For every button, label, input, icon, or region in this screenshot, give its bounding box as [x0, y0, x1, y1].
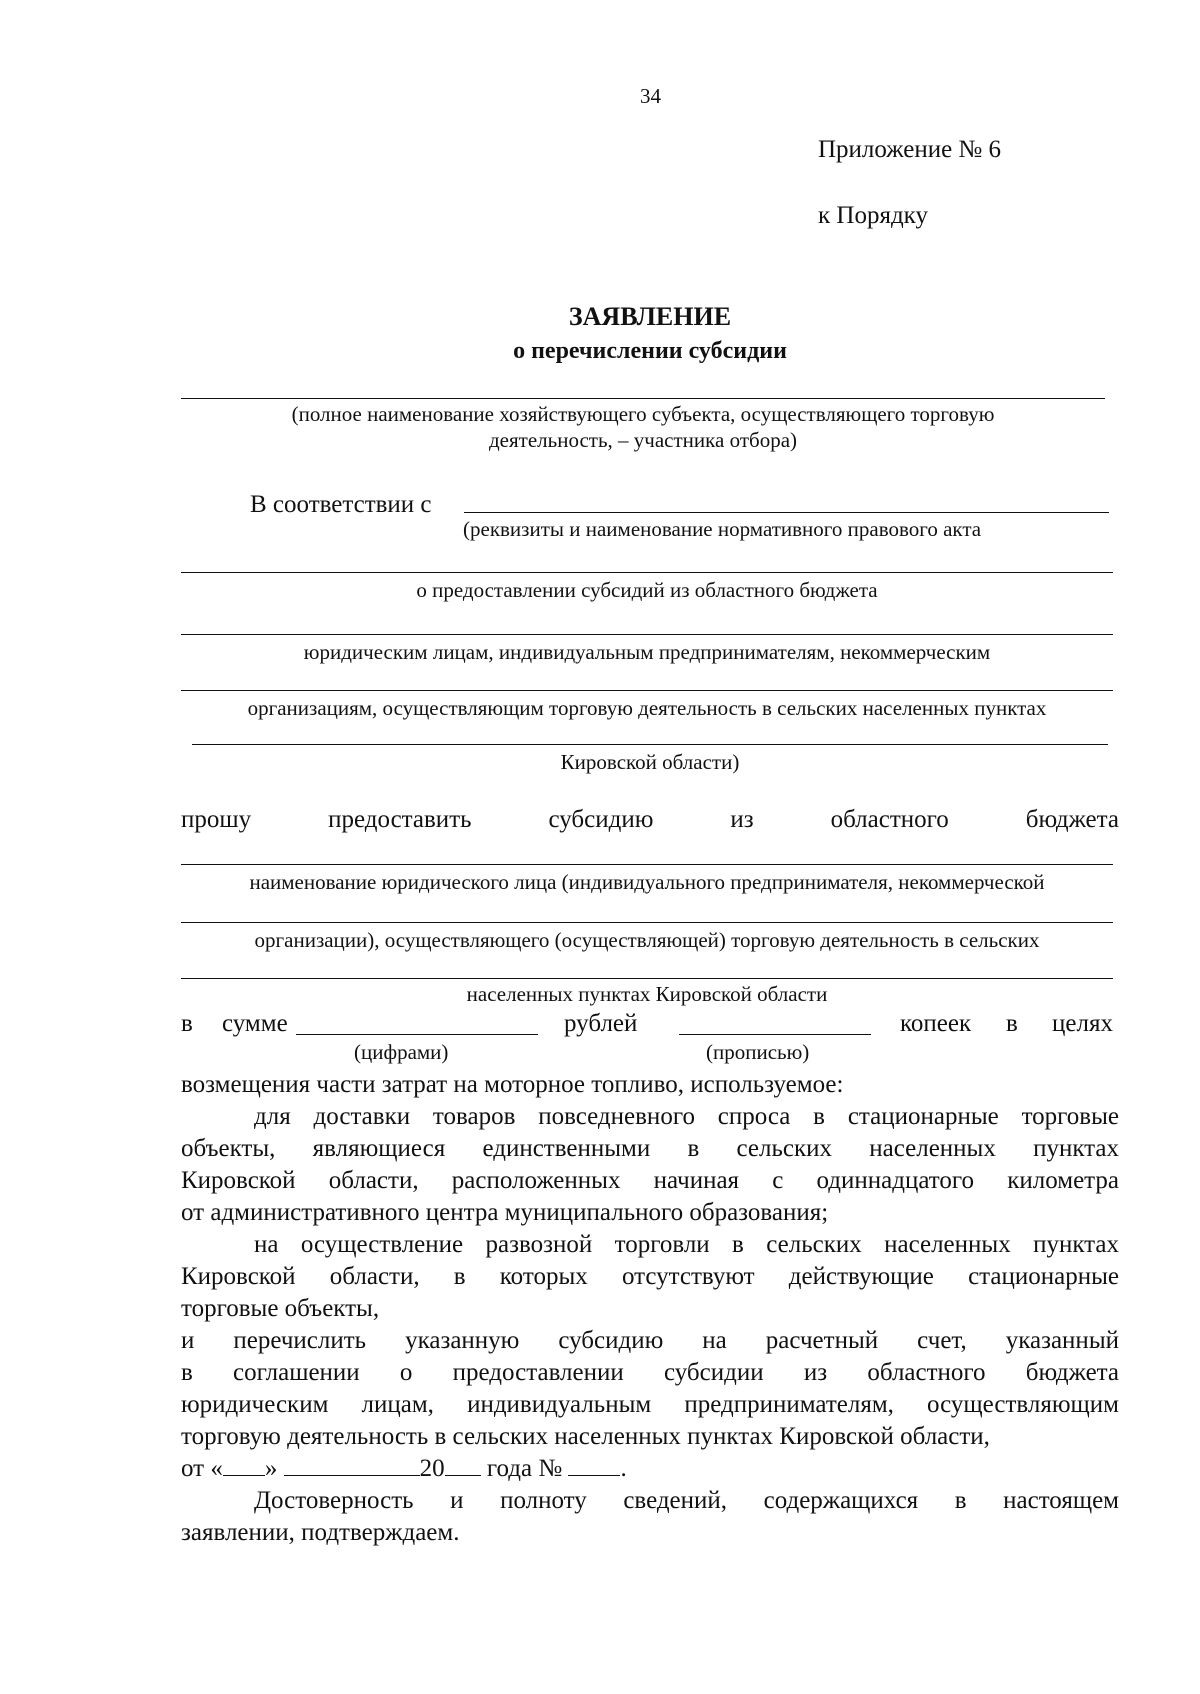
- legal-act-line-4: [181, 690, 1113, 691]
- request-line: [181, 804, 1119, 835]
- legal-act-caption-4: организациям, осуществляющим торговую деятельность в сельских населенных пунктах: [247, 696, 1047, 720]
- para2-line1: на осуществление развозной торговли в сельских населенных пунктах: [254, 1231, 1119, 1258]
- agreement-number-blank: [568, 1455, 620, 1476]
- request-word-5: областного: [830, 806, 949, 833]
- recipient-caption-3: населенных пунктах Кировской области: [466, 982, 828, 1006]
- legal-act-line: [464, 512, 1109, 513]
- legal-act-caption-3: юридическим лицам, индивидуальным предпринимателям, некоммерческим: [303, 640, 991, 664]
- request-word-3: субсидию: [548, 806, 654, 833]
- date-close-quote: »: [264, 1455, 278, 1482]
- legal-act-caption-2: о предоставлении субсидий из областного бюджета: [416, 578, 878, 602]
- para3-line2: в соглашении о предоставлении субсидии из областного бюджета: [181, 1359, 1119, 1386]
- words-caption: (прописью): [706, 1040, 810, 1064]
- legal-act-caption-5: Кировской области): [560, 750, 740, 774]
- appendix-number: Приложение № 6: [818, 136, 1002, 163]
- purpose-label: целях: [1052, 1010, 1113, 1037]
- legal-act-line-2: [181, 572, 1113, 573]
- agreement-date-line: [181, 1453, 627, 1484]
- legal-act-line-3: [181, 634, 1113, 635]
- para3-line3: юридическим лицам, индивидуальным предпринимателям, осуществляющим: [181, 1391, 1119, 1418]
- kopecks-label: копеек: [900, 1010, 972, 1037]
- para3-line4: торговую деятельность в сельских населенных пунктах Кировской области,: [181, 1423, 990, 1450]
- page-number: 34: [640, 84, 661, 108]
- legal-act-line-5: [192, 744, 1108, 745]
- date-line-end: .: [620, 1455, 627, 1482]
- purpose-in-label: в: [1006, 1010, 1018, 1037]
- date-year-prefix: 20: [419, 1455, 445, 1482]
- para1-line4: от административного центра муниципального образования;: [181, 1199, 829, 1226]
- para4-line2: заявлении, подтверждаем.: [181, 1519, 460, 1546]
- date-year-blank: [445, 1455, 481, 1476]
- digits-caption: (цифрами): [354, 1040, 449, 1064]
- document-subtitle: о перечислении субсидии: [513, 338, 787, 364]
- para4-line1: Достоверность и полноту сведений, содержащихся в настоящем: [254, 1487, 1119, 1514]
- year-number-label: года №: [486, 1455, 563, 1482]
- applicant-caption-2: деятельность, – участника отбора): [488, 428, 798, 452]
- request-word-4: из: [730, 806, 754, 833]
- sum-label: сумме: [222, 1010, 288, 1037]
- sum-digits-line: [296, 1034, 538, 1035]
- para2-line2: Кировской области, в которых отсутствуют действующие стационарные: [181, 1263, 1119, 1290]
- request-word-2: предоставить: [328, 806, 472, 833]
- recipient-line-3: [181, 978, 1113, 979]
- legal-act-caption-1: (реквизиты и наименование нормативного правового акта: [463, 517, 982, 541]
- compensation-text: возмещения части затрат на моторное топливо, используемое:: [181, 1071, 844, 1098]
- request-word-1: прошу: [181, 806, 252, 833]
- rubles-label: рублей: [564, 1010, 638, 1037]
- date-from-label: от «: [181, 1455, 223, 1482]
- applicant-caption-1: (полное наименование хозяйствующего субъекта, осуществляющего торговую: [291, 402, 995, 426]
- applicant-name-line: [181, 398, 1105, 399]
- para1-line2: объекты, являющиеся единственными в сельских населенных пунктах: [181, 1135, 1119, 1162]
- para1-line1: для доставки товаров повседневного спроса в стационарные торговые: [254, 1103, 1119, 1130]
- para3-line1: и перечислить указанную субсидию на расчетный счет, указанный: [181, 1327, 1119, 1354]
- recipient-caption-2: организации), осуществляющего (осуществляющей) торговую деятельность в сельских: [254, 928, 1040, 952]
- appendix-reference: к Порядку: [818, 202, 928, 229]
- para1-line3: Кировской области, расположенных начиная с одиннадцатого километра: [181, 1167, 1119, 1194]
- in-accordance-label: В соответствии с: [250, 491, 432, 518]
- sum-in-label: в: [181, 1010, 193, 1037]
- document-title: ЗАЯВЛЕНИЕ: [568, 302, 732, 331]
- recipient-caption-1: наименование юридического лица (индивидуального предпринимателя, некоммерческой: [249, 870, 1045, 894]
- para2-line3: торговые объекты,: [181, 1295, 380, 1322]
- recipient-line-2: [181, 922, 1113, 923]
- date-month-blank: [284, 1455, 420, 1476]
- request-word-6: бюджета: [1025, 806, 1119, 833]
- recipient-line-1: [181, 864, 1113, 865]
- sum-words-line: [679, 1034, 871, 1035]
- date-day-blank: [223, 1455, 265, 1476]
